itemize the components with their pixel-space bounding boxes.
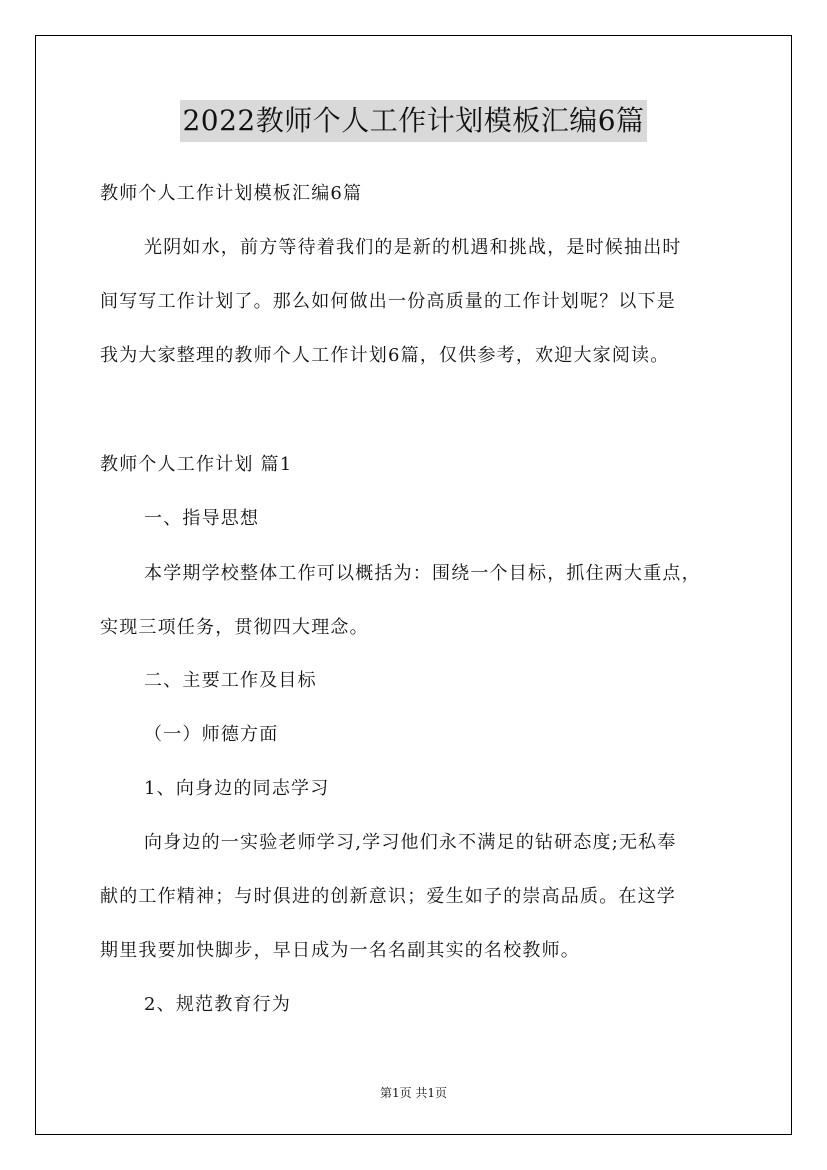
paragraph-line: 实现三项任务，贯彻四大理念。 (100, 617, 369, 638)
paragraph-line: 本学期学校整体工作可以概括为：围绕一个目标，抓住两大重点， (144, 563, 701, 584)
page-footer: 第1页 共1页 (379, 1086, 448, 1100)
heading-standardize-teaching: 2、规范教育行为 (144, 994, 292, 1015)
heading-learn-from-colleagues: 1、向身边的同志学习 (144, 778, 330, 799)
intro-paragraph-line-1: 光阴如水，前方等待着我们的是新的机遇和挑战，是时候抽出时 (144, 237, 682, 258)
paragraph-line: 献的工作精神；与时俱进的创新意识；爱生如子的崇高品质。在这学 (100, 886, 676, 907)
title-container (0, 100, 827, 142)
section-heading: 教师个人工作计划 篇1 (100, 454, 293, 475)
intro-paragraph-line-2: 间写写工作计划了。那么如何做出一份高质量的工作计划呢？以下是 (100, 291, 676, 312)
paragraph-line: 期里我要加快脚步，早日成为一名名副其实的名校教师。 (100, 940, 580, 961)
heading-guiding-ideology: 一、指导思想 (144, 508, 260, 529)
document-title: 2022教师个人工作计划模板汇编6篇 (180, 100, 646, 142)
paragraph-line: 向身边的一实验老师学习,学习他们永不满足的钻研态度;无私奉 (144, 832, 677, 853)
subtitle-line: 教师个人工作计划模板汇编6篇 (100, 183, 363, 204)
intro-paragraph-line-3: 我为大家整理的教师个人工作计划6篇，仅供参考，欢迎大家阅读。 (100, 345, 670, 366)
heading-teacher-ethics: （一）师德方面 (144, 724, 279, 745)
heading-main-work: 二、主要工作及目标 (144, 670, 317, 691)
